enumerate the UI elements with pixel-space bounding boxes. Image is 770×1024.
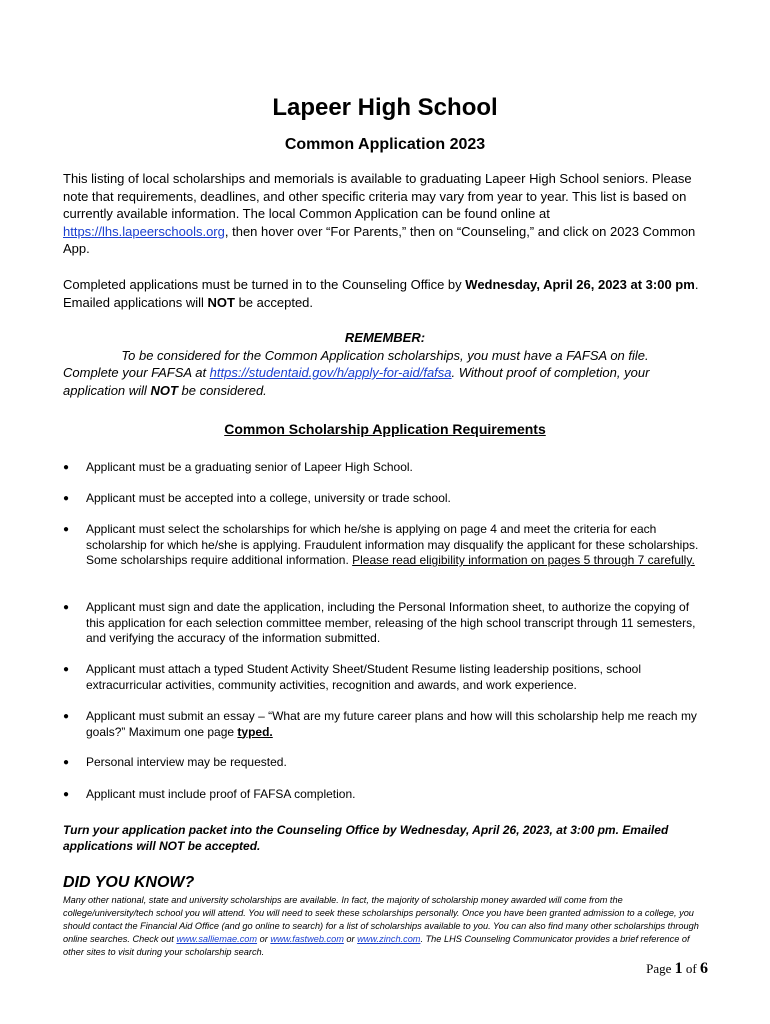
or-text: or [343,934,358,944]
remember-line-2 [63,364,707,399]
requirement-text: Personal interview may be requested. [86,755,287,769]
fafsa-link[interactable]: https://studentaid.gov/h/apply-for-aid/fafsa [209,365,452,380]
remember-text-c: be considered. [177,382,267,398]
deadline-text-b: . Emailed applications will [63,277,699,310]
did-you-know-body [63,894,713,959]
page-word: Page [646,961,672,976]
bullet-icon: ● [63,757,70,768]
requirement-text [86,709,708,740]
bullet-icon: ● [63,524,70,535]
requirement-text-main: Applicant must submit an essay – “What are my future career plans and how will this scholarship help me reach my goals?” Maximum one page [86,709,697,739]
page-title: Lapeer High School [272,94,498,121]
deadline-not: NOT [207,294,235,310]
requirements-heading: Common Scholarship Application Requirements [224,421,546,437]
fastweb-link[interactable]: www.fastweb.com [270,934,344,944]
requirement-text: Applicant must sign and date the application, including the Personal Information sheet, to authorize the copying of this application for each selection committee member, releasing of the high school transcript through 11 semesters, and verifying the accuracy of the information submitted. [86,600,696,645]
bullet-icon: ● [63,493,70,504]
bullet-icon: ● [63,602,70,613]
salliemae-link[interactable]: www.salliemae.com [176,934,258,944]
bullet-icon: ● [63,462,70,473]
remember-line-1: To be considered for the Common Application scholarships, you must have a FAFSA on file. [121,347,649,363]
typed-emphasis: typed. [237,724,273,739]
remember-text-b: . Without proof of completion, your application will [63,365,650,398]
intro-text-b: , then hover over “For Parents,” then on “Counseling,” and click on 2023 Common App. [63,223,696,256]
lhs-website-link[interactable]: https://lhs.lapeerschools.org [63,223,225,239]
page-subtitle: Common Application 2023 [284,136,486,153]
bullet-icon: ● [63,789,70,800]
requirement-text: Applicant must be accepted into a college, university or trade school. [86,491,451,505]
page-total: 6 [700,960,708,977]
bullet-icon: ● [63,711,70,722]
deadline-text-a: Completed applications must be turned in to the Counseling Office by [63,277,466,292]
remember-text-a: Complete your FAFSA at [63,365,210,380]
intro-text-a: This listing of local scholarships and memorials is available to graduating Lapeer High School seniors. Please note that requirements, deadlines, and other specific criteria may vary from year to year. This list is based on currently available information. The local Common Application can be found online at [63,171,692,221]
did-you-know-heading: DID YOU KNOW? [63,874,195,891]
page-current: 1 [674,960,683,977]
deadline-paragraph [63,276,713,311]
or-text: or [257,934,271,944]
remember-heading: REMEMBER: [344,330,426,345]
requirement-text: Applicant must be a graduating senior of Lapeer High School. [86,460,413,474]
deadline-date: Wednesday, April 26, 2023 at 3:00 pm [465,277,695,292]
eligibility-note: Please read eligibility information on pages 5 through 7 carefully. [352,553,695,567]
turn-in-notice: Turn your application packet into the Counseling Office by Wednesday, April 26, 2023, at 3:00 pm. Emailed applications will NOT be accepted. [63,823,669,853]
requirement-text-main: Applicant must select the scholarships for which he/she is applying on page 4 and meet the criteria for each scholarship for which he/she is applying. Fraudulent information may disqualify the applicant for these scholarships. Some scholarships require additional information. [86,522,699,567]
remember-not: NOT [150,382,178,398]
dyk-text-b: . The LHS Counseling Communicator provides a brief reference of other sites to visit during your scholarship search. [63,934,690,957]
dyk-text-a: Many other national, state and university scholarships are available. In fact, the majority of scholarship money awarded will come from the college/university/tech school you will attend. You will need to seek these scholarships personally. Once you have been granted admission to a college, you should contact the Financial Aid Office (and go online to search) for a list of scholarships available to you. You can also find many other scholarships through online searches. Check out [63,895,699,944]
intro-paragraph [63,170,713,258]
zinch-link[interactable]: www.zinch.com [357,934,421,944]
requirement-text: Applicant must attach a typed Student Activity Sheet/Student Resume listing leadership positions, school extracurricular activities, community activities, recognition and awards, and work experience. [86,662,641,692]
remember-block [63,329,707,399]
page-number [646,960,708,978]
requirement-text: Applicant must include proof of FAFSA completion. [86,787,356,801]
requirement-text [86,522,708,569]
deadline-text-c: be accepted. [234,294,314,310]
of-word: of [685,961,697,976]
bullet-icon: ● [63,664,70,675]
